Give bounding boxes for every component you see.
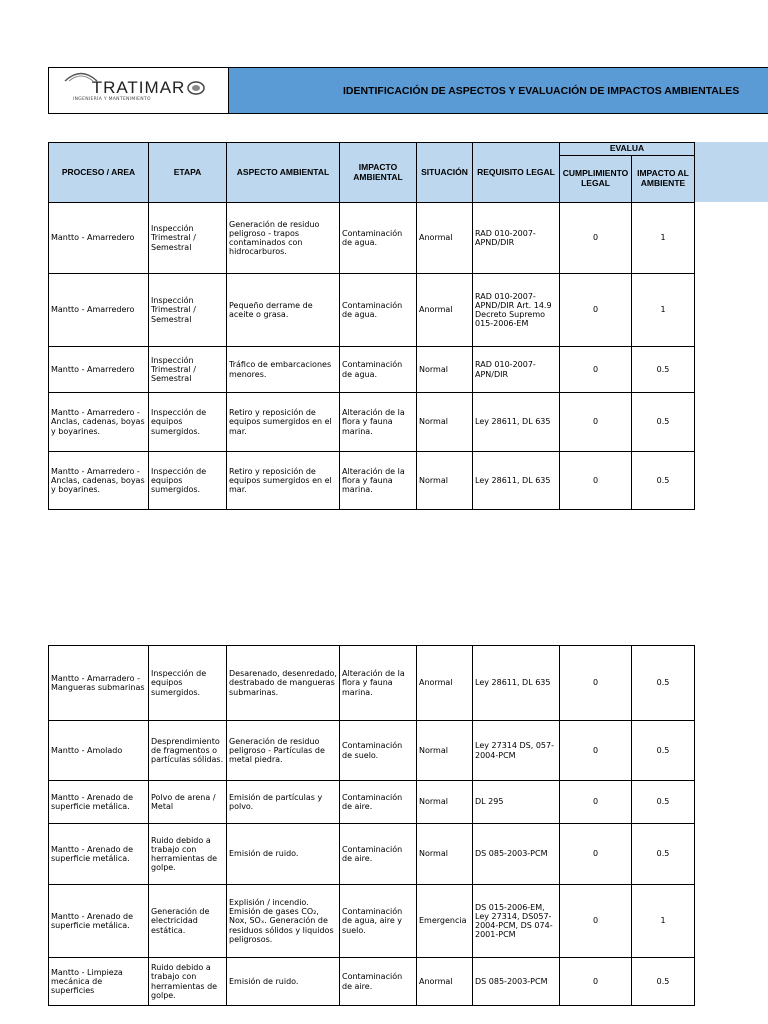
cell-proceso: Mantto - Limpieza mecánica de superficies: [49, 958, 149, 1006]
cell-proceso: Mantto - Amarredero: [49, 347, 149, 393]
cell-requisito: Ley 28611, DL 635: [473, 393, 560, 452]
cell-etapa: Polvo de arena / Metal: [149, 781, 227, 824]
cell-impacto: Alteración de la flora y fauna marina.: [340, 646, 417, 721]
cell-aspecto: Emisión de ruido.: [227, 824, 340, 885]
cell-impacto-ambiente: 0.5: [632, 646, 695, 721]
cell-impacto: Contaminación de aire.: [340, 958, 417, 1006]
cell-situacion: Anormal: [417, 203, 473, 274]
cell-impacto-ambiente: 1: [632, 274, 695, 347]
cell-requisito: Ley 28611, DL 635: [473, 646, 560, 721]
cell-aspecto: Explisión / incendio. Emisión de gases CO₂, Nox, SOₓ. Generación de residuos sólidos y liquidos peligrosos.: [227, 885, 340, 958]
table-row: [49, 646, 695, 721]
cell-etapa: Inspección Trimestral / Semestral: [149, 203, 227, 274]
cell-aspecto: Desarenado, desenredado, destrabado de mangueras submarinas.: [227, 646, 340, 721]
table-row: [49, 781, 695, 824]
cell-cumplimiento: 0: [560, 452, 632, 510]
table-row: [49, 958, 695, 1006]
cell-impacto-ambiente: 0.5: [632, 347, 695, 393]
gear-icon: [187, 80, 205, 96]
col-header-proceso: PROCESO / AREA: [49, 143, 149, 203]
cell-situacion: Normal: [417, 393, 473, 452]
logo-subtext: INGENIERÍA Y MANTENIMIENTO: [73, 97, 151, 102]
cell-cumplimiento: 0: [560, 781, 632, 824]
cell-aspecto: Pequeño derrame de aceite o grasa.: [227, 274, 340, 347]
table-row: [49, 203, 695, 274]
cell-cumplimiento: 0: [560, 203, 632, 274]
col-header-impacto-ambiente: IMPACTO AL AMBIENTE: [632, 156, 695, 203]
cell-aspecto: Generación de residuo peligroso - trapos contaminados con hidrocarburos.: [227, 203, 340, 274]
cell-situacion: Anormal: [417, 646, 473, 721]
cell-impacto-ambiente: 1: [632, 885, 695, 958]
table-row: [49, 824, 695, 885]
cell-proceso: Mantto - Arenado de superficie metálica.: [49, 885, 149, 958]
title-banner: [229, 68, 768, 113]
cell-situacion: Anormal: [417, 274, 473, 347]
logo-text: TRATIMAR: [91, 77, 186, 97]
col-header-cumplimiento: CUMPLIMIENTO LEGAL: [560, 156, 632, 203]
cell-impacto: Contaminación de aire.: [340, 781, 417, 824]
cell-cumplimiento: 0: [560, 646, 632, 721]
cell-etapa: Inspección Trimestral / Semestral: [149, 274, 227, 347]
cell-requisito: DS 085-2003-PCM: [473, 958, 560, 1006]
cell-cumplimiento: 0: [560, 721, 632, 781]
cell-proceso: Mantto - Amarredero - Anclas, cadenas, boyas y boyarines.: [49, 393, 149, 452]
cell-impacto-ambiente: 0.5: [632, 781, 695, 824]
table-row: [49, 885, 695, 958]
table-row: [49, 393, 695, 452]
cell-aspecto: Tráfico de embarcaciones menores.: [227, 347, 340, 393]
cell-impacto: Contaminación de agua, aire y suelo.: [340, 885, 417, 958]
cell-impacto: Contaminación de agua.: [340, 203, 417, 274]
cell-requisito: Ley 28611, DL 635: [473, 452, 560, 510]
cell-cumplimiento: 0: [560, 274, 632, 347]
cell-situacion: Normal: [417, 824, 473, 885]
col-header-etapa: ETAPA: [149, 143, 227, 203]
col-header-aspecto: ASPECTO AMBIENTAL: [227, 143, 340, 203]
cell-impacto: Contaminación de agua.: [340, 347, 417, 393]
cell-cumplimiento: 0: [560, 885, 632, 958]
cell-proceso: Mantto - Amarredero: [49, 274, 149, 347]
cell-impacto: Alteración de la flora y fauna marina.: [340, 452, 417, 510]
company-logo: [49, 68, 229, 113]
cell-impacto: Alteración de la flora y fauna marina.: [340, 393, 417, 452]
cell-aspecto: Emisión de partículas y polvo.: [227, 781, 340, 824]
cell-etapa: Generación de electricidad estática.: [149, 885, 227, 958]
table-row: [49, 274, 695, 347]
cell-impacto: Contaminación de suelo.: [340, 721, 417, 781]
aspects-table-bottom: [48, 645, 695, 1006]
cell-situacion: Emergencia: [417, 885, 473, 958]
cell-requisito: DS 015-2006-EM, Ley 27314, DS057-2004-PCM, DS 074-2001-PCM: [473, 885, 560, 958]
cell-impacto-ambiente: 0.5: [632, 452, 695, 510]
cell-requisito: Ley 27314 DS, 057-2004-PCM: [473, 721, 560, 781]
cell-proceso: Mantto - Amarredero: [49, 203, 149, 274]
cell-requisito: DS 085-2003-PCM: [473, 824, 560, 885]
cell-aspecto: Emisión de ruido.: [227, 958, 340, 1006]
cell-aspecto: Generación de residuo peligroso - Partículas de metal piedra.: [227, 721, 340, 781]
cell-situacion: Normal: [417, 781, 473, 824]
cell-cumplimiento: 0: [560, 958, 632, 1006]
cell-requisito: RAD 010-2007-APND/DIR: [473, 203, 560, 274]
cell-aspecto: Retiro y reposición de equipos sumergidos en el mar.: [227, 393, 340, 452]
cell-requisito: DL 295: [473, 781, 560, 824]
cell-cumplimiento: 0: [560, 824, 632, 885]
header-band-extension: [695, 142, 768, 202]
cell-etapa: Inspección Trimestral / Semestral: [149, 347, 227, 393]
cell-impacto-ambiente: 0.5: [632, 958, 695, 1006]
aspects-table-top: [48, 142, 695, 510]
cell-cumplimiento: 0: [560, 347, 632, 393]
cell-cumplimiento: 0: [560, 393, 632, 452]
cell-impacto: Contaminación de agua.: [340, 274, 417, 347]
cell-situacion: Normal: [417, 721, 473, 781]
cell-impacto-ambiente: 0.5: [632, 393, 695, 452]
cell-aspecto: Retiro y reposición de equipos sumergidos en el mar.: [227, 452, 340, 510]
cell-etapa: Inspección de equipos sumergidos.: [149, 646, 227, 721]
cell-etapa: Ruido debido a trabajo con herramientas de golpe.: [149, 824, 227, 885]
cell-proceso: Mantto - Amarredero - Anclas, cadenas, boyas y boyarines.: [49, 452, 149, 510]
cell-impacto-ambiente: 1: [632, 203, 695, 274]
table-row: [49, 347, 695, 393]
page-title: IDENTIFICACIÓN DE ASPECTOS Y EVALUACIÓN DE IMPACTOS AMBIENTALES: [343, 84, 740, 97]
cell-proceso: Mantto - Arenado de superficie metálica.: [49, 781, 149, 824]
cell-situacion: Normal: [417, 452, 473, 510]
cell-etapa: Inspección de equipos sumergidos.: [149, 452, 227, 510]
document-header: [48, 67, 768, 114]
col-header-requisito: REQUISITO LEGAL: [473, 143, 560, 203]
table-row: [49, 452, 695, 510]
cell-impacto: Contaminación de aire.: [340, 824, 417, 885]
cell-situacion: Normal: [417, 347, 473, 393]
cell-impacto-ambiente: 0.5: [632, 824, 695, 885]
cell-proceso: Mantto - Amolado: [49, 721, 149, 781]
cell-requisito: RAD 010-2007-APN/DIR: [473, 347, 560, 393]
cell-etapa: Ruido debido a trabajo con herramientas de golpe.: [149, 958, 227, 1006]
cell-impacto-ambiente: 0.5: [632, 721, 695, 781]
cell-etapa: Inspección de equipos sumergidos.: [149, 393, 227, 452]
cell-etapa: Desprendimiento de fragmentos o partículas sólidas.: [149, 721, 227, 781]
cell-requisito: RAD 010-2007-APND/DIR Art. 14.9 Decreto Supremo 015-2006-EM: [473, 274, 560, 347]
cell-situacion: Anormal: [417, 958, 473, 1006]
col-group-evaluation: EVALUA: [560, 143, 695, 156]
col-header-impacto: IMPACTO AMBIENTAL: [340, 143, 417, 203]
cell-proceso: Mantto - Amarradero -Mangueras submarinas: [49, 646, 149, 721]
cell-proceso: Mantto - Arenado de superficie metálica.: [49, 824, 149, 885]
col-header-situacion: SITUACIÓN: [417, 143, 473, 203]
table-row: [49, 721, 695, 781]
